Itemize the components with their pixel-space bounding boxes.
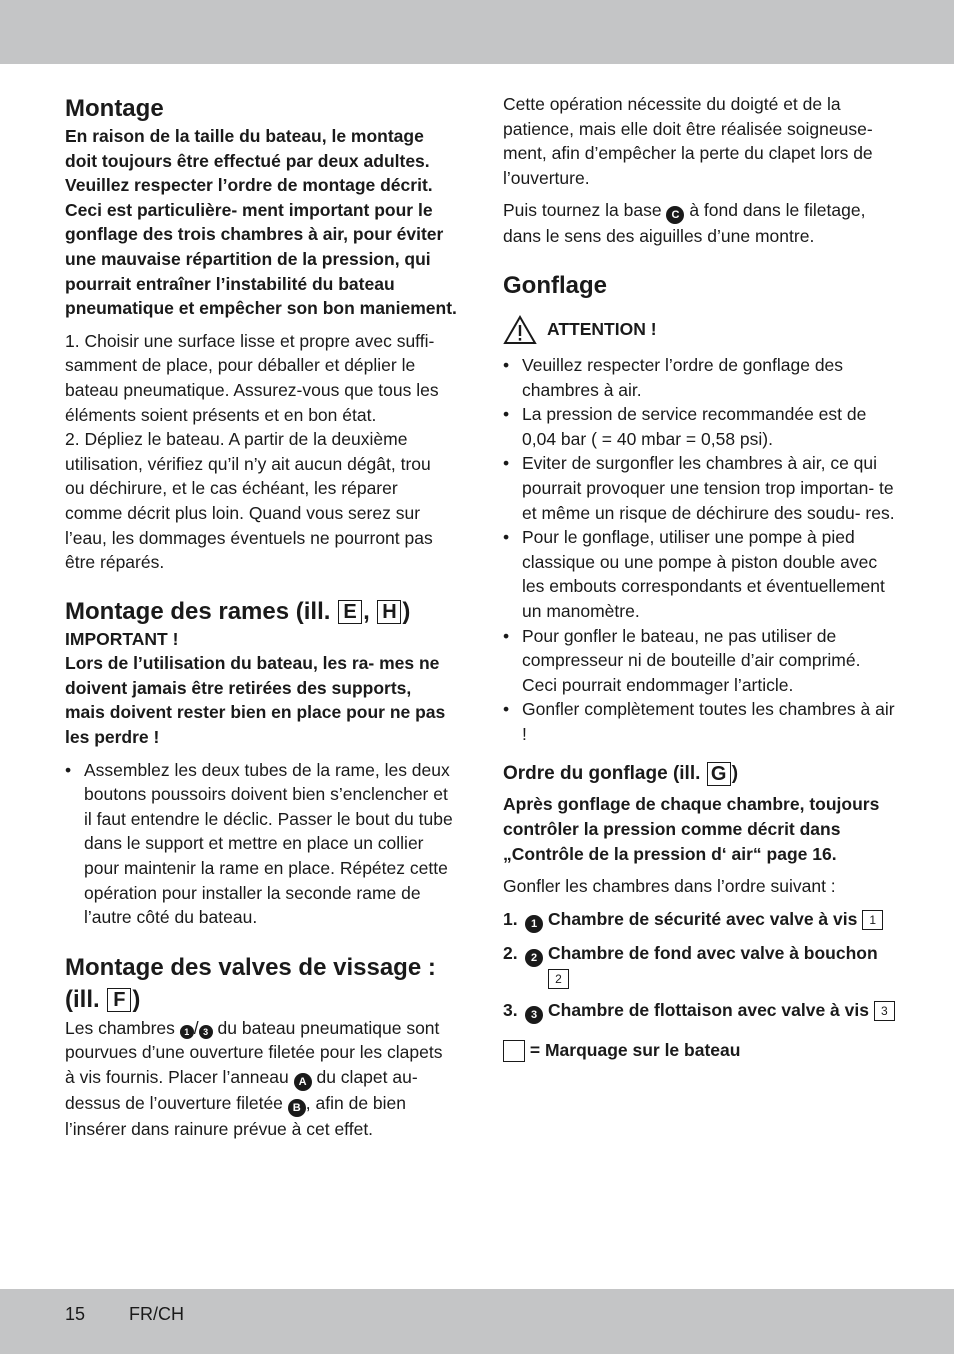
- list-item: • La pression de service recommandée est de 0,04 bar ( = 40 mbar = 0,58 psi).: [503, 404, 867, 449]
- marquage-legend: = Marquage sur le bateau: [503, 1038, 895, 1063]
- marker-box: 3: [874, 1001, 895, 1021]
- empty-marker-box: [503, 1040, 525, 1062]
- list-item: • Pour gonfler le bateau, ne pas utiliser de compresseur ni de bouteille d’air comprimé. Ceci pourrait endommager l’article.: [503, 625, 861, 695]
- gonflage-list: [503, 353, 895, 747]
- part-a-icon: A: [294, 1073, 312, 1091]
- attention-row: ATTENTION !: [503, 315, 895, 345]
- list-item: • Veuillez respecter l’ordre de gonflage des chambres à air.: [503, 354, 844, 400]
- rames-list: [65, 758, 453, 930]
- marker-box: 2: [548, 969, 569, 989]
- right-column: [503, 92, 895, 1063]
- important-label: IMPORTANT !: [65, 628, 179, 649]
- chamber-3-icon: 3: [525, 1006, 543, 1024]
- ill-f-box: F: [107, 988, 131, 1012]
- gonflage-title: Gonflage: [503, 271, 608, 299]
- list-item: • Gonfler complètement toutes les chambres à air !: [503, 699, 895, 744]
- chamber-2-icon: 2: [525, 949, 543, 967]
- rames-title: Montage des rames (ill. E , H ): [65, 597, 411, 625]
- part-b-icon: B: [288, 1099, 306, 1117]
- chamber-3-icon: 3: [199, 1025, 213, 1039]
- page-number: 15: [65, 1304, 86, 1324]
- ordre-title: Ordre du gonflage (ill. G ): [503, 763, 739, 786]
- important-text: Lors de l’utilisation du bateau, les ra- mes ne doivent jamais être retirées des supports, mais doivent rester bien en place pour ne pas les perdre !: [65, 653, 446, 748]
- montage-intro: En raison de la taille du bateau, le montage doit toujours être effectué par deux adultes. Veuillez respecter l’ordre de montage décrit. Ceci est particulière- ment important pour le gonflage des trois chambres à air, pour éviter une mauvaise répartition de la pression, qui pourrait entraîner l’instabilité du bateau pneumatique et empêcher son bon maniement.: [65, 126, 457, 319]
- ill-h-box: H: [377, 600, 401, 624]
- marker-box: 1: [862, 910, 883, 930]
- chamber-1-icon: 1: [180, 1025, 194, 1039]
- ordre-intro: Gonfler les chambres dans l’ordre suivant :: [503, 876, 836, 897]
- ill-g-box: G: [707, 762, 731, 786]
- step-2: 2. Dépliez le bateau. A partir de la deuxième utilisation, vérifiez qu’il n’y ait aucun dégât, trou ou déchirure, et le cas échéant, les réparer comme décrit plus loin. Quand vous serez sur l’eau, les dommages éventuels ne pourront pas être réparés.: [65, 429, 433, 573]
- part-c-icon: C: [666, 206, 684, 224]
- inflation-step-3: 3. 3 Chambre de flottaison avec valve à vis 3: [503, 998, 895, 1024]
- valves-title: Montage des valves de vissage : (ill. F ): [65, 953, 436, 1013]
- list-item: • Assemblez les deux tubes de la rame, les deux boutons poussoirs doivent bien s’enclencher et il faut entendre le déclic. Passer le bout du tube dans le support et mettre en place un collier pour maintenir la rame en place. Répétez cette opération pour installer la seconde rame de l’autre côté du bateau.: [65, 759, 453, 928]
- ill-e-box: E: [338, 600, 362, 624]
- list-item: • Pour le gonflage, utiliser une pompe à pied classique ou une pompe à piston double avec les embouts correspondants et éventuellement un manomètre.: [503, 527, 885, 621]
- language-code: FR/CH: [129, 1304, 184, 1324]
- inflation-step-2: 2. 2 Chambre de fond avec valve à bouchon 2: [503, 941, 895, 990]
- valves-text: Les chambres 1 / 3 du bateau pneumatique sont pourvues d’une ouverture filetée pour les clapets à vis fournis. Placer l’anneau A du clapet au-dessus de l’ouverture filetée B , afin de bien l’insérer dans rainure prévue à cet effet.: [65, 1017, 443, 1139]
- ordre-note: Après gonflage de chaque chambre, toujours contrôler la pression comme décrit dans „Contrôle de la pression d‘ air“ page 16.: [503, 794, 880, 864]
- montage-title: Montage: [65, 95, 164, 122]
- chamber-1-icon: 1: [525, 915, 543, 933]
- operation-text: Cette opération nécessite du doigté et de la patience, mais elle doit être réalisée soigneuse- ment, afin d’empêcher la perte du clapet lors de l’ouverture.: [503, 94, 873, 188]
- warning-icon: [503, 315, 537, 345]
- list-item: • Eviter de surgonfler les chambres à air, ce qui pourrait provoquer une tension trop importan- te et même un risque de déchirure des soudu- res.: [503, 453, 895, 523]
- header-band: [0, 0, 954, 64]
- base-text: Puis tournez la base C à fond dans le filetage, dans le sens des aiguilles d’une montre.: [503, 200, 866, 247]
- left-column: [65, 92, 457, 1142]
- inflation-step-1: 1. 1 Chambre de sécurité avec valve à vis 1: [503, 907, 895, 933]
- step-1: 1. Choisir une surface lisse et propre avec suffi- samment de place, pour déballer et déplier le bateau pneumatique. Assurez-vous que tous les éléments soient présents et en bon état.: [65, 330, 439, 425]
